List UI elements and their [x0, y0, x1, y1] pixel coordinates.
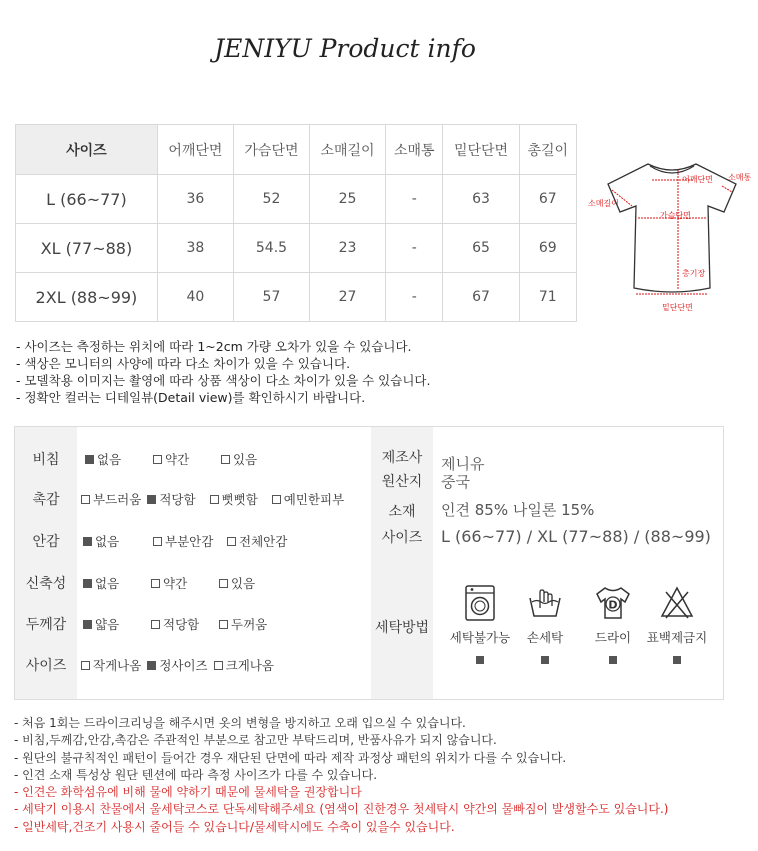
unchecked-box-icon: [219, 579, 228, 588]
fabric-label: 두께감: [25, 617, 67, 633]
unchecked-box-icon: [81, 661, 90, 670]
col-header: 가슴단면: [233, 125, 309, 175]
origin-value: 중국: [441, 473, 470, 491]
note-line: - 사이즈는 측정하는 위치에 따라 1~2cm 가량 오차가 있을 수 있습니다.: [16, 339, 412, 354]
table-row: [16, 224, 577, 273]
care-label: 드라이: [594, 630, 632, 645]
checked-box-icon: [85, 455, 94, 464]
size-cell: L (66~77): [16, 175, 158, 224]
care-label: 손세탁: [526, 630, 564, 645]
size-cell: XL (77~88): [16, 224, 158, 273]
material-label: 소재: [388, 504, 416, 520]
unchecked-box-icon: [227, 537, 236, 546]
col-header: 총길이: [519, 125, 576, 175]
care-item-hand-wash: [510, 584, 580, 664]
checked-box-icon: [83, 579, 92, 588]
option: 있음: [221, 450, 257, 468]
maker-label: 제조사: [381, 450, 423, 466]
size-table: [15, 124, 577, 322]
fabric-label: 신축성: [25, 576, 67, 592]
option: 없음: [85, 450, 141, 468]
washing-machine-icon: [463, 584, 497, 622]
unchecked-box-icon: [219, 620, 228, 629]
note-line-warning: - 인견은 화학섬유에 비해 물에 약하기 때문에 물세탁을 권장합니다: [14, 785, 362, 800]
care-marker: [541, 656, 549, 664]
fabric-label: 촉감: [32, 492, 60, 508]
option: 없음: [83, 574, 139, 592]
label-total-length: 총기장: [682, 269, 706, 278]
hand-wash-icon: [528, 584, 562, 622]
wash-label: 세탁방법: [374, 620, 430, 636]
table-row: [16, 273, 577, 322]
value-cell: 38: [157, 224, 233, 273]
unchecked-box-icon: [153, 455, 162, 464]
size-value: L (66~77) / XL (77~88) / (88~99): [441, 527, 711, 546]
svg-text:D: D: [608, 598, 618, 612]
care-marker: [609, 656, 617, 664]
care-marker: [673, 656, 681, 664]
value-cell: 57: [233, 273, 309, 322]
no-bleach-icon: [660, 584, 694, 622]
care-label: 표백제금지: [646, 630, 708, 645]
care-item-dry-clean: [578, 584, 648, 664]
note-line: - 정확안 컬러는 디테일뷰(Detail view)를 확인하시기 바랍니다.: [16, 390, 366, 405]
note-line: - 색상은 모니터의 사양에 따라 다소 차이가 있을 수 있습니다.: [16, 356, 351, 371]
option: 부분안감: [153, 532, 215, 550]
unchecked-box-icon: [272, 495, 281, 504]
option: 약간: [151, 574, 207, 592]
checked-box-icon: [83, 620, 92, 629]
value-cell: 71: [519, 273, 576, 322]
option: 예민한피부: [272, 490, 344, 508]
fabric-label: 안감: [32, 534, 60, 550]
value-cell: 67: [519, 175, 576, 224]
col-header: 밑단단면: [443, 125, 519, 175]
option: 얇음: [83, 615, 139, 633]
value-cell: -: [386, 175, 443, 224]
page-title: JENIYU Product info: [214, 34, 476, 63]
col-header: 소매통: [386, 125, 443, 175]
care-item-machine-wash: [445, 584, 515, 664]
label-sleeve-width: 소매통: [728, 173, 752, 182]
unchecked-box-icon: [214, 661, 223, 670]
fabric-row-lining: [15, 531, 299, 551]
care-notes: [14, 715, 668, 836]
size-cell: 2XL (88~99): [16, 273, 158, 322]
col-header: 소매길이: [310, 125, 386, 175]
value-cell: 67: [443, 273, 519, 322]
value-cell: 65: [443, 224, 519, 273]
fabric-label: 사이즈: [25, 658, 67, 674]
checked-box-icon: [147, 661, 156, 670]
info-label-column: [371, 427, 433, 699]
maker-value: 제니유: [441, 455, 485, 473]
unchecked-box-icon: [81, 495, 90, 504]
fabric-row-touch: [15, 489, 356, 509]
label-chest: 가슴단면: [660, 211, 691, 220]
care-label: 세탁불가능: [449, 630, 511, 645]
fabric-row-size: [15, 655, 286, 675]
value-cell: 69: [519, 224, 576, 273]
col-header: 사이즈: [16, 125, 158, 175]
note-line: - 원단의 불규칙적인 패턴이 들어간 경우 재단된 단면에 따라 제작 과정상 패턴의 위치가 다를 수 있습니다.: [14, 750, 567, 765]
value-cell: 52: [233, 175, 309, 224]
option: 없음: [83, 532, 141, 550]
size-label: 사이즈: [381, 530, 423, 546]
note-line: - 모델착용 이미지는 촬영에 따라 상품 색상이 다소 차이가 있을 수 있습니다.: [16, 373, 431, 388]
table-row: [16, 175, 577, 224]
garment-diagram: [586, 150, 758, 320]
label-shoulder: 어깨단면: [682, 175, 713, 184]
option: 약간: [153, 450, 209, 468]
option: 정사이즈: [147, 656, 207, 674]
fabric-row-stretch: [15, 573, 267, 593]
option: 뻣뻣함: [210, 490, 258, 508]
value-cell: 27: [310, 273, 386, 322]
note-line-warning: - 세탁기 이용시 찬물에서 울세탁코스로 단독세탁해주세요 (염색이 진한경우 첫세탁시 약간의 물빠짐이 발생할수도 있습니다.): [14, 802, 669, 817]
option: 두꺼움: [219, 615, 267, 633]
dry-clean-icon: [593, 584, 633, 622]
note-line: - 비침,두께감,안감,촉감은 주관적인 부분으로 참고만 부탁드리며, 반품사유가 되지 않습니다.: [14, 733, 497, 748]
value-cell: 23: [310, 224, 386, 273]
value-cell: -: [386, 273, 443, 322]
value-cell: 40: [157, 273, 233, 322]
size-notes: [16, 338, 430, 406]
value-cell: -: [386, 224, 443, 273]
option: 작게나옴: [81, 656, 141, 674]
option: 크게나옴: [214, 656, 274, 674]
value-cell: 36: [157, 175, 233, 224]
unchecked-box-icon: [210, 495, 219, 504]
label-sleeve-length: 소매길이: [588, 199, 619, 208]
value-cell: 54.5: [233, 224, 309, 273]
checked-box-icon: [83, 537, 92, 546]
fabric-row-see-through: [15, 449, 269, 469]
origin-label: 원산지: [381, 474, 423, 490]
note-line-warning: - 일반세탁,건조기 사용시 줄어들 수 있습니다/물세탁시에도 수축이 있을수 있습니다.: [14, 819, 455, 834]
note-line: - 처음 1회는 드라이크리닝을 해주시면 옷의 변형을 방지하고 오래 입으실 수 있습니다.: [14, 716, 466, 730]
option: 적당함: [147, 490, 195, 508]
fabric-row-thickness: [15, 614, 279, 634]
col-header: 어깨단면: [157, 125, 233, 175]
unchecked-box-icon: [221, 455, 230, 464]
option: 전체안감: [227, 532, 287, 550]
note-line: - 인견 소재 특성상 원단 텐션에 따라 측정 사이즈가 다를 수 있습니다.: [14, 767, 378, 782]
value-cell: 63: [443, 175, 519, 224]
care-item-no-bleach: [642, 584, 712, 664]
material-value: 인견 85% 나일론 15%: [441, 501, 595, 519]
value-cell: 25: [310, 175, 386, 224]
size-table-header: [16, 125, 577, 175]
option: 있음: [219, 574, 255, 592]
option: 적당함: [151, 615, 207, 633]
unchecked-box-icon: [151, 620, 160, 629]
checked-box-icon: [147, 495, 156, 504]
option: 부드러움: [81, 490, 141, 508]
fabric-label: 비침: [32, 452, 60, 468]
unchecked-box-icon: [151, 579, 160, 588]
label-hem: 밑단단면: [662, 303, 693, 312]
care-marker: [476, 656, 484, 664]
unchecked-box-icon: [153, 537, 162, 546]
